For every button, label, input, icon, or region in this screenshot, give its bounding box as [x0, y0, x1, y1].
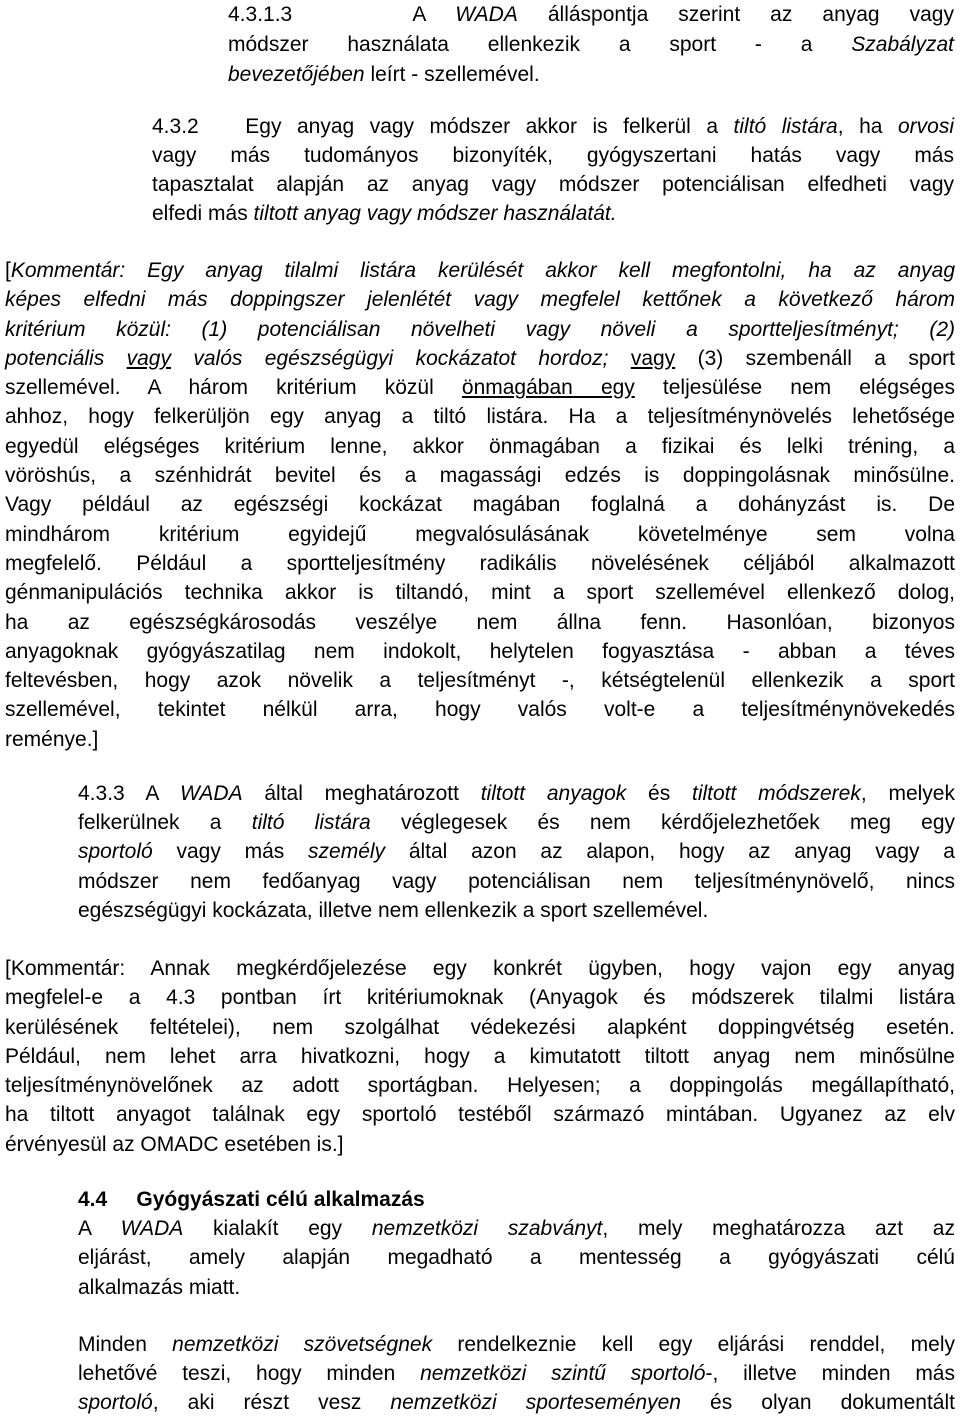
comment-2-line: érvényesül az OMADC esetében is.]	[5, 1132, 344, 1156]
section-4-4-para1	[78, 1214, 955, 1302]
section-number: 4.4	[78, 1188, 108, 1211]
section-heading: Gyógyászati célú alkalmazás	[136, 1188, 425, 1211]
comment-1-line: [Kommentár: Egy anyag tilalmi listára kerülését akkor kell megfontolni, ha az anyag	[5, 259, 955, 282]
comment-1-line: potenciális vagy valós egészségügyi kockázatot hordoz; vagy (3) szembenáll a sport	[5, 346, 956, 370]
section-text: tapasztalat alapján az anyag vagy módszer potenciálisan elfedheti vagy	[152, 173, 954, 196]
section-4-4-para1-line: eljárást, amely alapján megadható a mentesség a gyógyászati célú	[78, 1246, 955, 1270]
section-4-4-para2-line: lehetővé teszi, hogy minden nemzetközi szintű sportoló-, illetve minden más	[78, 1362, 955, 1386]
comment-2-line: [Kommentár: Annak megkérdőjelezése egy konkrét ügyben, hogy vajon egy anyag	[5, 957, 955, 980]
section-4-3-3-line: egészségügyi kockázata, illetve nem ellenkezik a sport szellemével.	[78, 898, 709, 922]
section-4-3-2	[152, 112, 954, 228]
comment-2-line: Például, nem lehet arra hivatkozni, hogy a kimutatott tiltott anyag nem minősülne	[5, 1044, 955, 1068]
comment-2-line: ha tiltott anyagot találnak egy sportoló testéből származó mintában. Ugyanez az elv	[5, 1103, 955, 1127]
comment-1-line: vöröshús, a szénhidrát bevitel és a magassági edzés is doppingolásnak minősülne.	[5, 464, 955, 488]
section-text: Egy anyag vagy módszer akkor is felkerül a tiltó listára, ha orvosi	[245, 115, 954, 138]
section-4-3-3	[78, 779, 955, 925]
comment-1-line: ahhoz, hogy felkerüljön egy anyag a tiltó listára. Ha a teljesítménynövelés lehetősége	[5, 405, 955, 429]
section-4-4-para2-wrap	[78, 1330, 955, 1418]
section-4-3-3-line: felkerülnek a tiltó listára véglegesek és nem kérdőjelezhetőek meg egy	[78, 811, 955, 835]
comment-1-line: feltevésben, hogy azok növelik a teljesítményt -, kétségtelenül ellenkezik a sport	[5, 669, 955, 693]
section-4-4-para2-line: sportoló, aki részt vesz nemzetközi sporteseményen és olyan dokumentált	[78, 1391, 955, 1415]
section-4-3-3-line: módszer nem fedőanyag vagy potenciálisan nem teljesítménynövelő, nincs	[78, 869, 955, 893]
section-text: vagy más tudományos bizonyíték, gyógyszertani hatás vagy más	[152, 144, 954, 167]
section-4-4	[78, 1185, 955, 1302]
comment-1-line: Vagy például az egészségi kockázat magában foglalná a dohányzást is. De	[5, 493, 955, 517]
section-number: 4.3.1.3	[228, 3, 293, 26]
section-text: A WADA álláspontja szerint az anyag vagy	[412, 3, 954, 26]
section-4-3-3-line: sportoló vagy más személy által azon az alapon, hogy az anyag vagy a	[78, 840, 955, 864]
section-number: 4.3.2	[152, 115, 199, 138]
comment-1-line: szellemével. A három kritérium közül önmagában egy teljesülése nem elégséges	[5, 376, 955, 400]
section-4-4-para1-line: A WADA kialakít egy nemzetközi szabványt, mely meghatározza azt az	[78, 1217, 955, 1241]
comment-block-1	[5, 256, 955, 754]
comment-1-line: megfelelő. Például a sportteljesítmény radikális növelésének céljából alkalmazott	[5, 551, 955, 575]
section-4-3-1-3-line2	[228, 30, 954, 60]
section-4-3-3-line: 4.3.3 A WADA által meghatározott tiltott anyagok és tiltott módszerek, melyek	[78, 782, 955, 805]
section-4-3-2-line3	[152, 170, 954, 199]
section-4-3-2-line2	[152, 141, 954, 170]
comment-1-line: ha az egészségkárosodás veszélye nem állna fenn. Hasonlóan, bizonyos	[5, 610, 955, 634]
section-text: módszer használata ellenkezik a sport - a Szabályzat	[228, 33, 954, 56]
section-4-3-2-line4	[152, 199, 954, 228]
comment-2-line: kerülésének feltételei), nem szolgálhat védekezési alapként doppingvétség esetén.	[5, 1015, 955, 1039]
section-4-3-3-body	[78, 779, 955, 925]
section-text: elfedi más tiltott anyag vagy módszer használatát.	[152, 202, 617, 225]
comment-1-line: génmanipulációs technika akkor is tiltandó, mint a sport szellemével ellenkező dolog,	[5, 581, 955, 605]
comment-1-line: mindhárom kritérium egyidejű megvalósulásának követelménye sem volna	[5, 522, 955, 546]
section-4-4-heading	[78, 1185, 955, 1214]
section-4-3-1-3-line3	[228, 60, 954, 90]
section-4-4-para2-line: Minden nemzetközi szövetségnek rendelkeznie kell egy eljárási renddel, mely	[78, 1333, 955, 1356]
section-4-4-para1-line: alkalmazás miatt.	[78, 1275, 241, 1299]
comment-1-line: szellemével, tekintet nélkül arra, hogy valós volt-e a teljesítménynövekedés	[5, 698, 955, 722]
comment-2-line: teljesítménynövelőnek az adott sportágban. Helyesen; a doppingolás megállapítható,	[5, 1074, 955, 1098]
section-4-4-para2	[78, 1330, 955, 1418]
comment-1-line: egyedül elégséges kritérium lenne, akkor önmagában a fizikai és lelki tréning, a	[5, 434, 955, 458]
comment-1-line: reménye.]	[5, 727, 99, 751]
section-text: bevezetőjében leírt - szellemével.	[228, 63, 540, 86]
comment-1-line: kritérium közül: (1) potenciálisan növelheti vagy növeli a sportteljesítményt; (2)	[5, 317, 955, 341]
comment-2-line: megfelel-e a 4.3 pontban írt kritériumoknak (Anyagok és módszerek tilalmi listára	[5, 986, 955, 1010]
comment-1-line: képes elfedni más doppingszer jelenlétét vagy megfelel kettőnek a következő három	[5, 288, 955, 312]
section-4-3-2-line1	[152, 112, 954, 141]
section-4-3-1-3-line1	[228, 0, 954, 30]
comment-1-line: anyagoknak gyógyászatilag nem indokolt, helytelen fogyasztása - abban a téves	[5, 639, 955, 663]
comment-block-2	[5, 954, 955, 1159]
section-4-3-1-3	[228, 0, 954, 90]
